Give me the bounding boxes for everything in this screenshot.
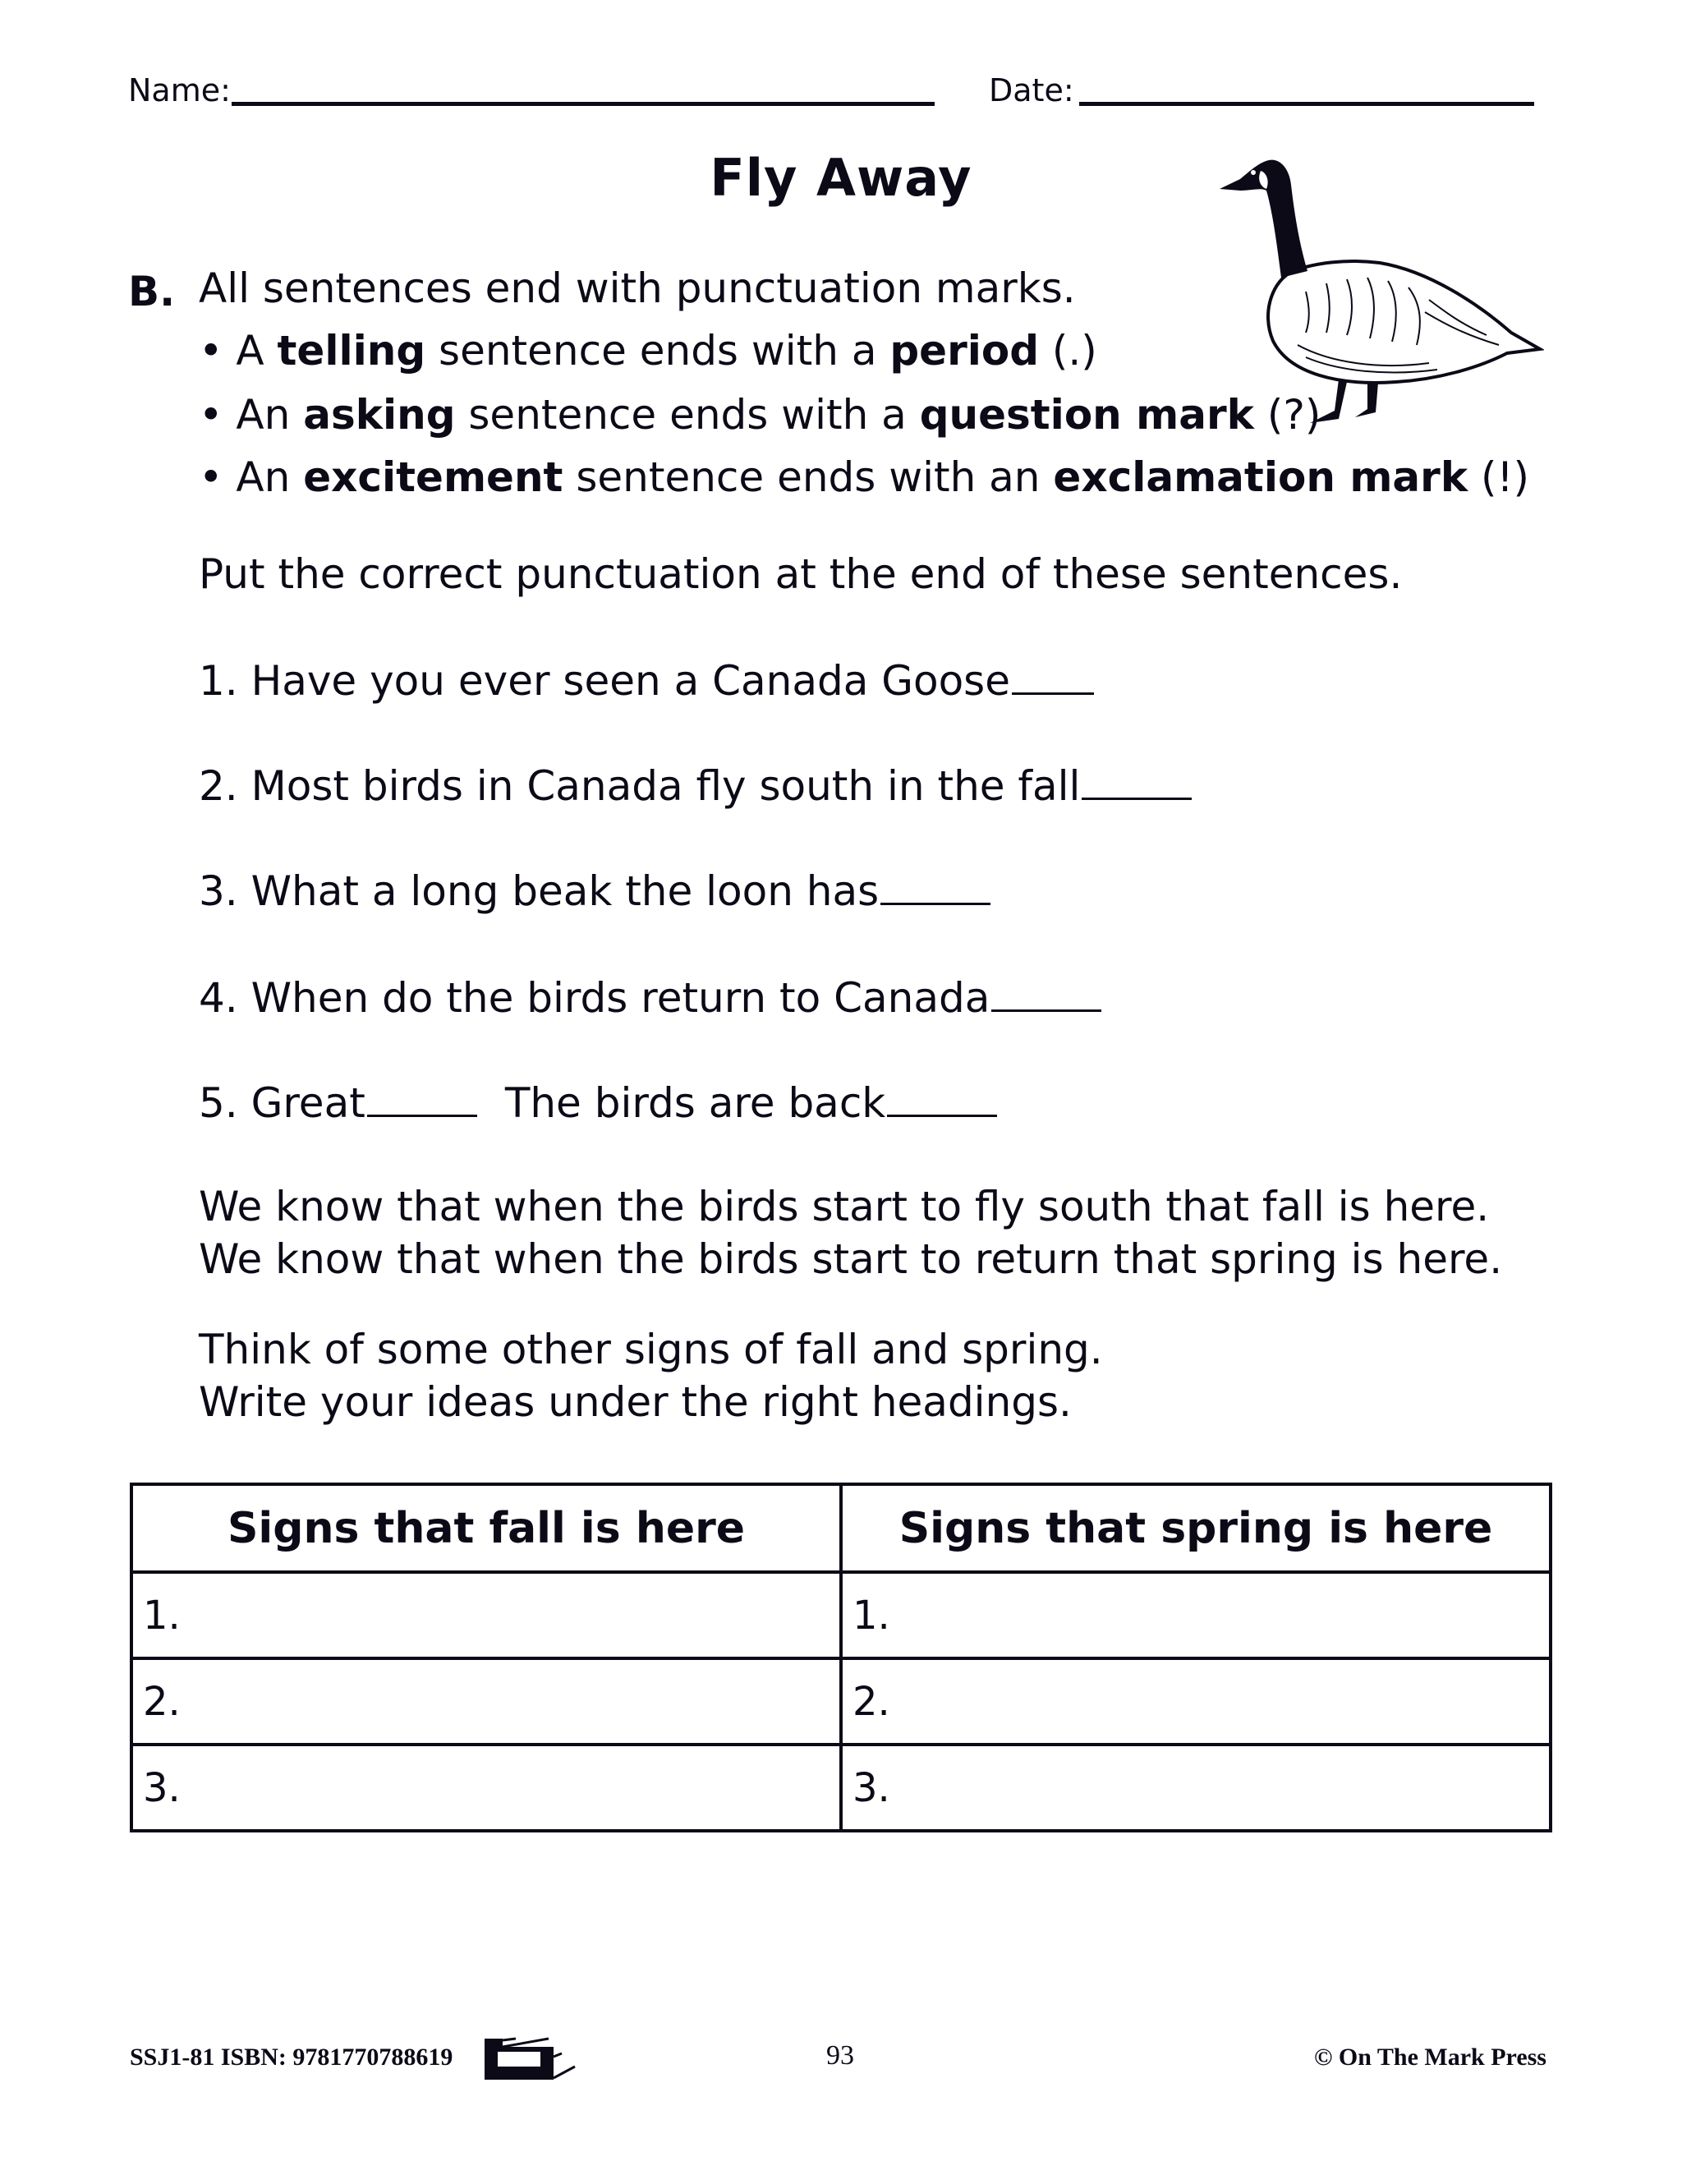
header-fall: Signs that fall is here — [131, 1484, 841, 1572]
name-field[interactable] — [232, 102, 935, 106]
rule-mark: period — [889, 327, 1040, 375]
bullet: • — [199, 327, 223, 375]
date-field[interactable] — [1079, 102, 1534, 106]
rule-type: telling — [277, 327, 426, 375]
answer-blank-1[interactable] — [1012, 692, 1094, 695]
sentence-2: 2. Most birds in Canada fly south in the fall — [199, 766, 1192, 807]
paragraph-2-line-2: Write your ideas under the right headings. — [199, 1378, 1072, 1426]
date-label: Date: — [989, 72, 1074, 108]
page-number: 93 — [826, 2040, 854, 2071]
table-header-row — [131, 1484, 1551, 1572]
paragraph-1-line-2: We know that when the birds start to return that spring is here. — [199, 1235, 1503, 1283]
table-row — [131, 1658, 1551, 1745]
bullet: • — [199, 391, 223, 439]
paragraph-1-line-1: We know that when the birds start to fly south that fall is here. — [199, 1183, 1490, 1230]
sentence-5: 5. Great The birds are back — [199, 1083, 997, 1124]
instruction: Put the correct punctuation at the end of these sentences. — [199, 550, 1403, 598]
rule-asking: • An asking sentence ends with a question mark (?) — [199, 391, 1321, 439]
rule-type: asking — [303, 391, 456, 439]
fall-cell-3[interactable]: 3. — [131, 1745, 841, 1831]
answer-blank-5a[interactable] — [367, 1115, 477, 1117]
answer-blank-5b[interactable] — [887, 1115, 997, 1117]
answer-blank-4[interactable] — [991, 1009, 1101, 1012]
name-label: Name: — [128, 72, 231, 108]
photocopier-icon — [483, 2032, 581, 2081]
spring-cell-1[interactable]: 1. — [841, 1572, 1551, 1658]
table-row — [131, 1572, 1551, 1658]
rule-mark: exclamation mark — [1053, 453, 1468, 501]
rule-telling: • A telling sentence ends with a period (.) — [199, 327, 1097, 375]
answer-blank-3[interactable] — [880, 903, 990, 905]
rule-type: excitement — [303, 453, 563, 501]
bullet: • — [199, 453, 223, 501]
sentence-4: 4. When do the birds return to Canada — [199, 977, 1101, 1018]
copyright: © On The Mark Press — [1314, 2044, 1546, 2071]
header-spring: Signs that spring is here — [841, 1484, 1551, 1572]
rule-mark: question mark — [919, 391, 1254, 439]
section-letter: B. — [128, 268, 176, 315]
sentence-1: 1. Have you ever seen a Canada Goose — [199, 660, 1094, 701]
rule-excitement: • An excitement sentence ends with an exclamation mark (!) — [199, 453, 1530, 501]
spring-cell-2[interactable]: 2. — [841, 1658, 1551, 1745]
fall-cell-1[interactable]: 1. — [131, 1572, 841, 1658]
canada-goose-illustration — [1216, 148, 1544, 427]
table-row — [131, 1745, 1551, 1831]
fall-cell-2[interactable]: 2. — [131, 1658, 841, 1745]
goose-icon — [1216, 148, 1544, 427]
section-intro: All sentences end with punctuation marks. — [199, 264, 1076, 312]
paragraph-2-line-1: Think of some other signs of fall and spring. — [199, 1326, 1103, 1373]
answer-blank-2[interactable] — [1082, 798, 1192, 800]
page-title: Fly Away — [710, 148, 972, 208]
spring-cell-3[interactable]: 3. — [841, 1745, 1551, 1831]
signs-table — [130, 1483, 1552, 1832]
sentence-3: 3. What a long beak the loon has — [199, 871, 990, 912]
footer-code: SSJ1-81 ISBN: 9781770788619 — [130, 2044, 453, 2071]
